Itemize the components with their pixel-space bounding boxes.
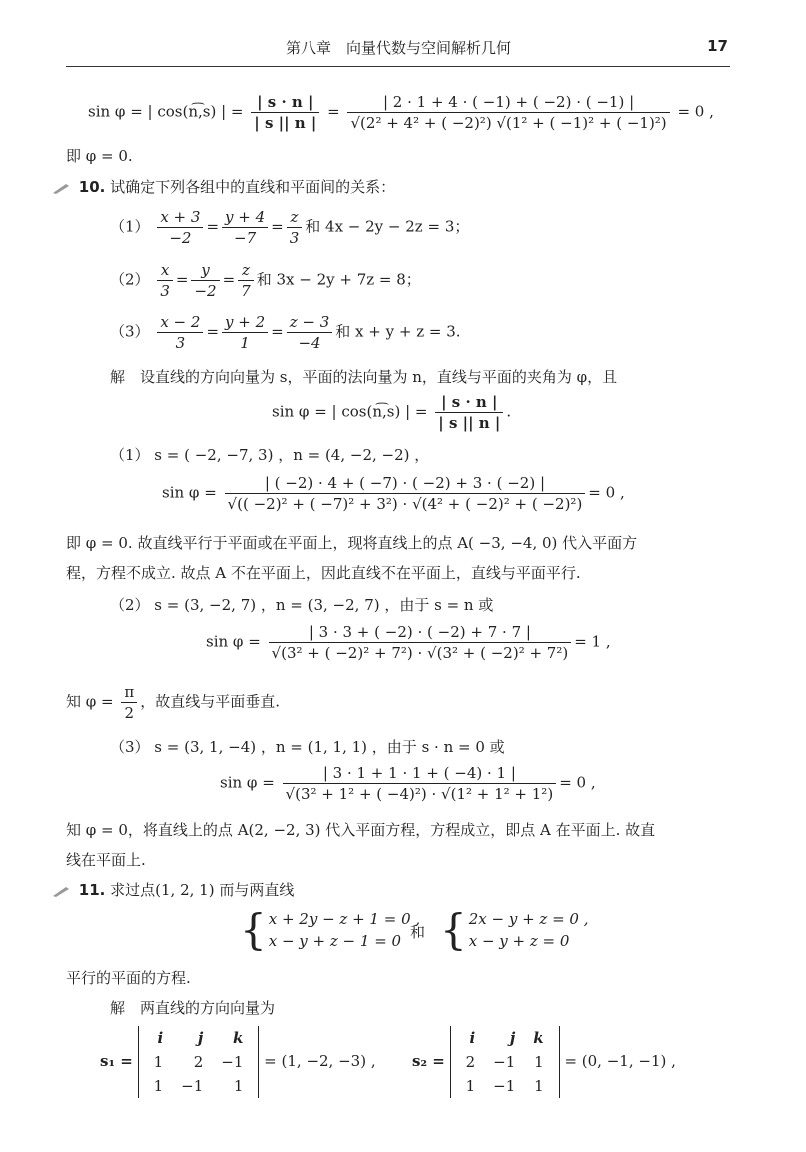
problem-10-heading	[52, 177, 395, 197]
case-3-vectors: （3） s = (3, 1, −4) ，n = (1, 1, 1) ，由于 s · n = 0 或	[110, 738, 505, 756]
matrix-cell: −1	[221, 1053, 244, 1071]
item-3: （3） $\frac{x - 2}{3}$ = $\frac{y + 2}{1}$ = $\frac{z - 3}{-4}$ 和 x + y + z = 3.	[110, 313, 461, 352]
solution-11-intro: 解 两直线的方向向量为	[110, 999, 276, 1017]
case-3-conclusion-1: 知 φ = 0，将直线上的点 A(2, −2, 3) 代入平面方程，方程成立，即点 A 在平面上. 故直	[66, 821, 656, 839]
case-1-formula: sin φ = $\frac{| ( -2) \cdot 4 + ( -7) \cdot ( -2) + 3 \cdot ( -2) |}{\text{√(( −2)² + ( −7)² + 3²) · √(4² + ( −2)² + ( −2)²)}}$ = 0 ,	[162, 474, 625, 513]
formula-solution: sin φ = | cos(n͡,s) | = $\frac{| s \cdot n |}{| s || n |}$ .	[272, 393, 512, 432]
page-number: 17	[707, 37, 728, 55]
fraction: $\frac{| s \cdot n |}{| s || n |}$	[251, 92, 319, 133]
matrix-cell: i	[157, 1029, 164, 1047]
determinant-s2: s₂ = i j k 2 −1 1 1 −1 1 = (0, −1, −1) ,	[412, 1026, 676, 1098]
pencil-icon	[52, 885, 70, 897]
fraction: $\frac{| 2 \cdot 1 + 4 \cdot ( -1) + ( -2) \cdot ( -1) |}{\text{√(2² + 4² + ( −2)²) √(1² + ( −1)² + ( −1)²)}}$	[347, 92, 669, 133]
matrix-cell: j	[197, 1029, 204, 1047]
case-2-formula: sin φ = $\frac{| 3 \cdot 3 + ( -2) \cdot ( -2) + 7 \cdot 7 |}{\text{√(3² + ( −2)² + 7²) · √(3² + ( −2)² + 7²)}}$ = 1 ,	[206, 623, 611, 662]
matrix	[450, 1026, 560, 1098]
case-1-vectors: （1） s = ( −2, −7, 3) ，n = (4, −2, −2) ，	[110, 446, 430, 464]
case-1-conclusion-1: 即 φ = 0. 故直线平行于平面或在平面上，现将直线上的点 A( −3, −4, 0) 代入平面方	[66, 534, 638, 552]
matrix-cell: −1	[493, 1053, 516, 1071]
and-word: 和	[410, 923, 426, 941]
matrix-cell: k	[232, 1029, 244, 1047]
case-2-vectors: （2） s = (3, −2, 7) ，n = (3, −2, 7) ，由于 s = n 或	[110, 596, 494, 614]
problem-number: 10.	[78, 178, 106, 196]
header-rule	[66, 66, 730, 67]
matrix	[138, 1026, 260, 1098]
formula-lhs: sin φ = | cos(n͡,s) | =	[88, 102, 244, 121]
matrix-cell: 1	[153, 1053, 164, 1071]
matrix-cell: j	[509, 1029, 516, 1047]
matrix-cell: 2	[465, 1053, 476, 1071]
determinant-s1: s₁ = i j k 1 2 −1 1 −1 1 = (1, −2, −3) ,	[100, 1026, 376, 1098]
problem-number: 11.	[78, 881, 106, 899]
formula-rhs: = 0 ,	[677, 102, 714, 121]
matrix-cell: 1	[534, 1077, 544, 1095]
line-system-1: { x + 2y − z + 1 = 0 , x − y + z − 1 = 0	[240, 905, 421, 954]
problem-11-heading	[52, 880, 294, 900]
case-3-conclusion-2: 线在平面上.	[66, 851, 146, 869]
matrix-cell: 1	[153, 1077, 164, 1095]
line-system-2: { 2x − y + z = 0 , x − y + z = 0	[440, 905, 589, 954]
case-1-conclusion-2: 程，方程不成立. 故点 A 不在平面上，因此直线不在平面上，直线与平面平行.	[66, 564, 581, 582]
item-2: （2） $\frac{x}{3}$ = $\frac{y}{-2}$ = $\frac{z}{7}$ 和 3x − 2y + 7z = 8；	[110, 261, 421, 300]
solution-intro: 解 设直线的方向向量为 s，平面的法向量为 n，直线与平面的夹角为 φ，且	[110, 368, 618, 386]
problem-11-after: 平行的平面的方程.	[66, 969, 191, 987]
pencil-icon	[52, 182, 70, 194]
problem-title: 求过点(1, 2, 1) 而与两直线	[110, 881, 295, 899]
text-line: 即 φ = 0.	[66, 147, 133, 165]
problem-title: 试确定下列各组中的直线和平面间的关系：	[110, 178, 396, 196]
matrix-cell: 1	[465, 1077, 476, 1095]
case-3-formula: sin φ = $\frac{| 3 \cdot 1 + 1 \cdot 1 + ( -4) \cdot 1 |}{\text{√(3² + 1² + ( −4)²) · √(1² + 1² + 1²)}}$ = 0 ,	[220, 764, 596, 803]
matrix-cell: k	[533, 1029, 544, 1047]
matrix-cell: i	[469, 1029, 476, 1047]
matrix-cell: 1	[233, 1077, 244, 1095]
item-1: （1） $\frac{x + 3}{-2}$ = $\frac{y + 4}{-7}$ = $\frac{z}{3}$ 和 4x − 2y − 2z = 3；	[110, 208, 470, 247]
matrix-cell: −1	[181, 1077, 204, 1095]
matrix-cell: −1	[493, 1077, 516, 1095]
formula-top: sin φ = | cos(n͡,s) | = $\frac{| s \cdot n |}{| s || n |}$ = $\frac{| 2 \cdot 1 + 4 \cdot ( -1) + ( -2) \cdot ( -1) |}{\text{√(2² + 4² + ( −2)²) √(1² + ( −1)² + ( −1)²)}}$ = 0 ,	[88, 93, 714, 132]
case-2-conclusion: 知 φ = $\frac{\pi}{2}$ ，故直线与平面垂直.	[66, 683, 281, 722]
matrix-cell: 1	[534, 1053, 544, 1071]
chapter-title: 第八章 向量代数与空间解析几何	[286, 39, 512, 57]
matrix-cell: 2	[193, 1053, 204, 1071]
